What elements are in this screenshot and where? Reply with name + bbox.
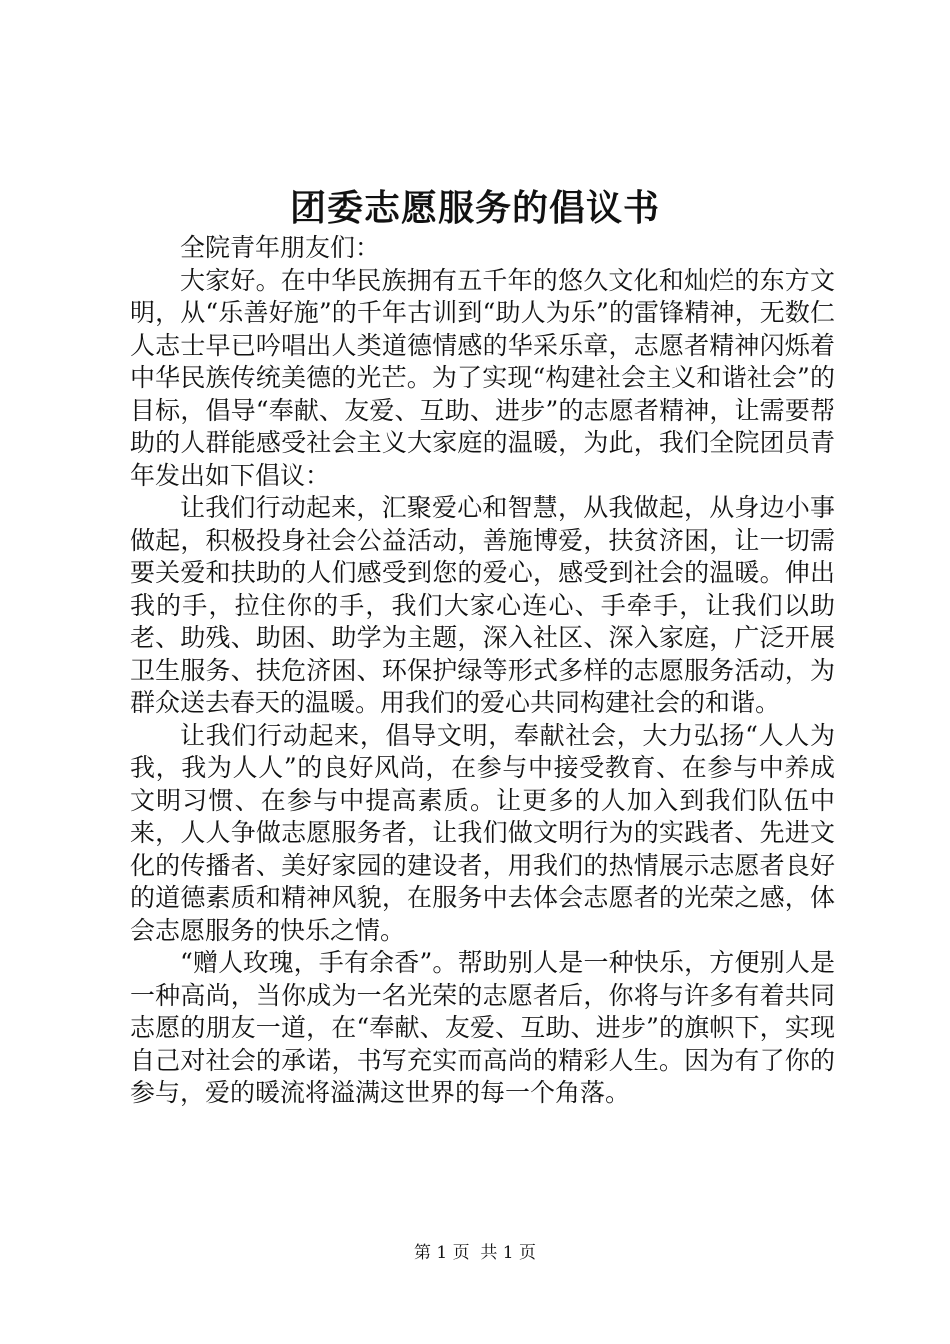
body-paragraph: 让我们行动起来，汇聚爱心和智慧，从我做起，从身边小事做起，积极投身社会公益活动，善施博爱，扶贫济困，让一切需要关爱和扶助的人们感受到您的爱心，感受到社会的温暖。伸出我的手，拉住你的手，我们大家心连心、手牵手，让我们以助老、助残、助困、助学为主题，深入社区、深入家庭，广泛开展卫生服务、扶危济困、环保护绿等形式多样的志愿服务活动，为群众送去春天的温暖。用我们的爱心共同构建社会的和谐。 xyxy=(130,493,835,717)
body-paragraph: 大家好。在中华民族拥有五千年的悠久文化和灿烂的东方文明，从“乐善好施”的千年古训到“助人为乐”的雷锋精神，无数仁人志士早已吟唱出人类道德情感的华采乐章，志愿者精神闪烁着中华民族传统美德的光芒。为了实现“构建社会主义和谐社会”的目标，倡导“奉献、友爱、互助、进步”的志愿者精神，让需要帮助的人群能感受社会主义大家庭的温暖，为此，我们全院团员青年发出如下倡议： xyxy=(130,265,835,490)
document-title: 团委志愿服务的倡议书 xyxy=(289,187,660,229)
salutation: 全院青年朋友们： xyxy=(180,233,381,262)
page-footer xyxy=(0,1242,950,1264)
page-number: 第 1 页 共 1 页 xyxy=(413,1243,537,1263)
body-paragraph: 让我们行动起来，倡导文明，奉献社会，大力弘扬“人人为我，我为人人”的良好风尚，在参与中接受教育、在参与中养成文明习惯、在参与中提高素质。让更多的人加入到我们队伍中来，人人争做志愿服务者，让我们做文明行为的实践者、先进文化的传播者、美好家园的建设者，用我们的热情展示志愿者良好的道德素质和精神风貌，在服务中去体会志愿者的光荣之感，体会志愿服务的快乐之情。 xyxy=(130,720,835,945)
document-body xyxy=(130,232,835,1110)
body-paragraph: “赠人玫瑰，手有余香”。帮助别人是一种快乐，方便别人是一种高尚，当你成为一名光荣的志愿者后，你将与许多有着共同志愿的朋友一道，在“奉献、友爱、互助、进步”的旗帜下，实现自己对社会的承诺，书写充实而高尚的精彩人生。因为有了你的参与，爱的暖流将溢满这世界的每一个角落。 xyxy=(130,948,835,1107)
